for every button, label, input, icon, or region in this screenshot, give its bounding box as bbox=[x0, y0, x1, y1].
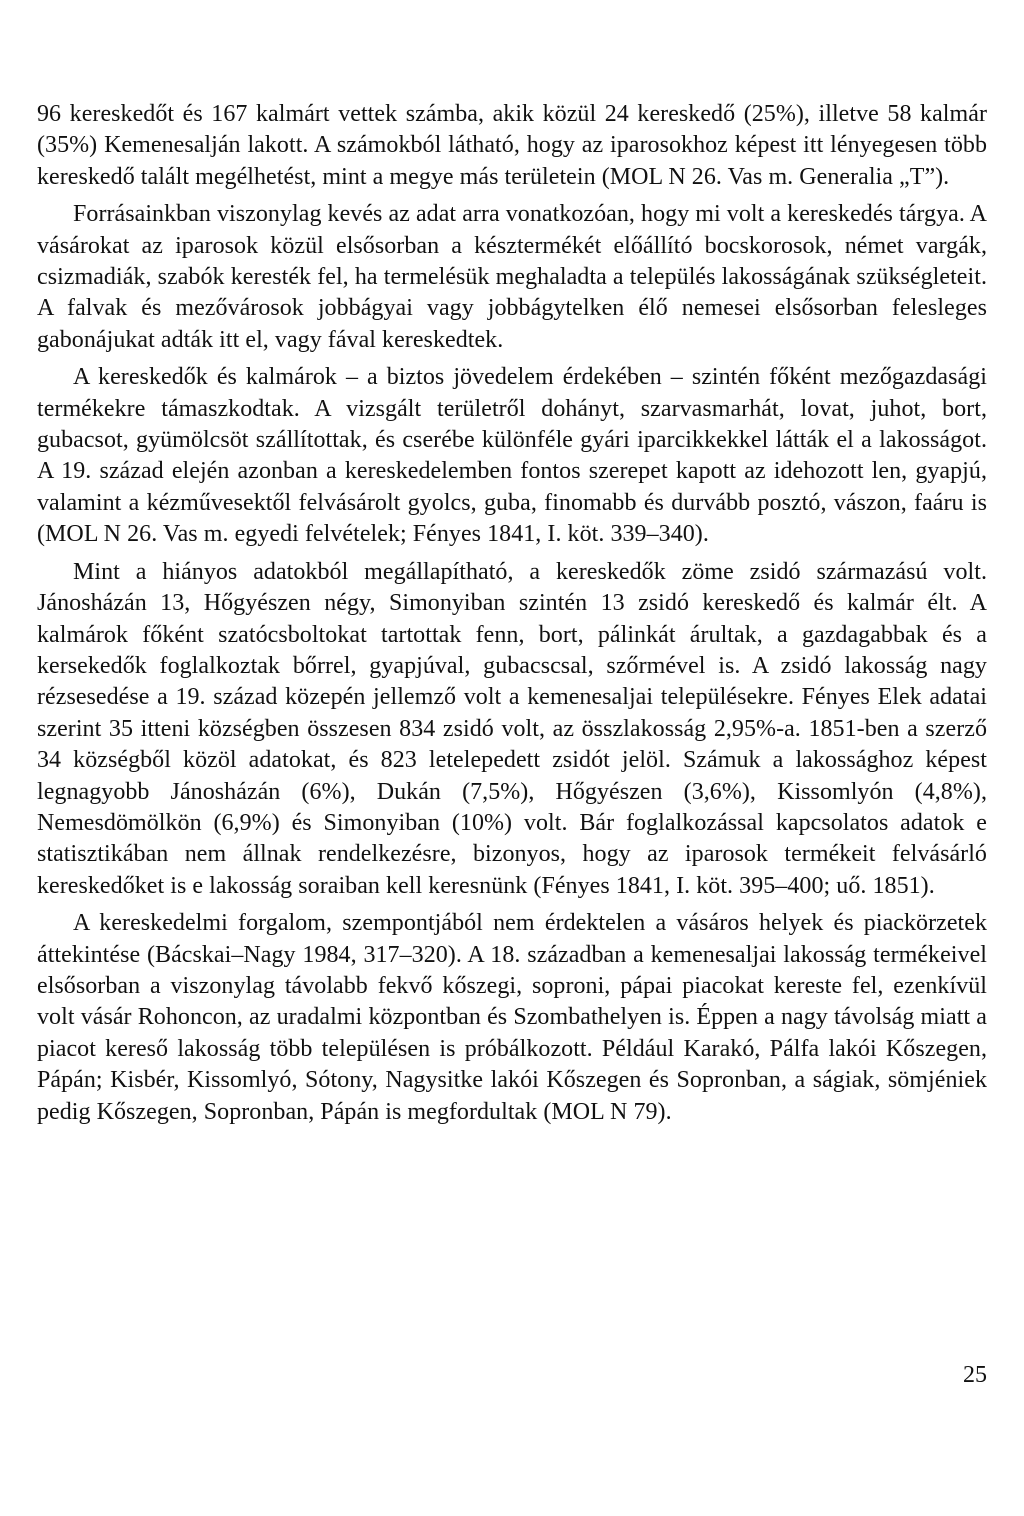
paragraph-1: 96 kereskedőt és 167 kalmárt vettek számba, akik közül 24 kereskedő (25%), illetve 58 kalmár (35%) Kemenesalján lakott. A számokból látható, hogy az iparosokhoz képest itt lényegesen több kereskedő talált megélhetést, mint a megye más területein (MOL N 26. Vas m. Generalia „T”). bbox=[37, 101, 987, 190]
page-number: 25 bbox=[963, 1362, 987, 1388]
paragraph-4: Mint a hiányos adatokból megállapítható, a kereskedők zöme zsidó származású volt. Jánosházán 13, Hőgyészen négy, Simonyiban szintén 13 zsidó kereskedő és kalmár élt. A kalmárok főként szatócsboltokat tartottak fenn, bort, pálinkát árultak, a gazdagabbak és a kersekedők foglalkoztak bőrrel, gyapjúval, gubacscsal, szőrmével is. A zsidó lakosság nagy rézsesedése a 19. század közepén jellemző volt a kemenesaljai településekre. Fényes Elek adatai szerint 35 itteni községben összesen 834 zsidó volt, az összlakosság 2,95%-a. 1851-ben a szerző 34 községből közöl adatokat, és 823 letelepedett zsidót jelöl. Számuk a lakossághoz képest legnagyobb Jánosházán (6%), Dukán (7,5%), Hőgyészen (3,6%), Kissomlyón (4,8%), Nemesdömölkön (6,9%) és Simonyiban (10%) volt. Bár foglalkozással kapcsolatos adatok e statisztikában nem állnak rendelkezésre, bizonyos, hogy az iparosok termékeit felvásárló kereskedőket is e lakosság soraiban kell keresnünk (Fényes 1841, I. köt. 395–400; uő. 1851). bbox=[37, 558, 987, 899]
paragraph-2: Forrásainkban viszonylag kevés az adat arra vonatkozóan, hogy mi volt a kereskedés tárgya. A vásárokat az iparosok közül elsősorban a késztermékét előállító bocskorosok, német vargák, csizmadiák, szabók keresték fel, ha termelésük meghaladta a település lakosságának szükségleteit. A falvak és mezővárosok jobbágyai vagy jobbágytelken élő nemesei elsősorban felesleges gabonájukat adták itt el, vagy fával kereskedtek. bbox=[37, 201, 987, 353]
paragraph-3: A kereskedők és kalmárok – a biztos jövedelem érdekében – szintén főként mezőgazdasági termékekre támaszkodtak. A vizsgált területről dohányt, szarvasmarhát, lovat, juhot, bort, gubacsot, gyümölcsöt szállítottak, és cserébe különféle gyári iparcikkekkel látták el a lakosságot. A 19. század elején azonban a kereskedelemben fontos szerepet kapott az idehozott len, gyapjú, valamint a kézművesektől felvásárolt gyolcs, guba, finomabb és durvább posztó, vászon, faáru is (MOL N 26. Vas m. egyedi felvételek; Fényes 1841, I. köt. 339–340). bbox=[37, 364, 987, 548]
paragraph-5: A kereskedelmi forgalom, szempontjából nem érdektelen a vásáros helyek és piackörzetek áttekintése (Bácskai–Nagy 1984, 317–320). A 18. században a kemenesaljai lakosság termékeivel elsősorban a viszonylag távolabb fekvő kőszegi, soproni, pápai piacokat kereste fel, ezenkívül volt vásár Rohoncon, az uradalmi központban és Szombathelyen is. Éppen a nagy távolság miatt a piacot kereső lakosság több településen is próbálkozott. Például Karakó, Pálfa lakói Kőszegen, Pápán; Kisbér, Kissomlyó, Sótony, Nagysitke lakói Kőszegen és Sopronban, a ságiak, sömjéniek pedig Kőszegen, Sopronban, Pápán is megfordultak (MOL N 79). bbox=[37, 910, 987, 1125]
body-text bbox=[37, 99, 987, 1134]
